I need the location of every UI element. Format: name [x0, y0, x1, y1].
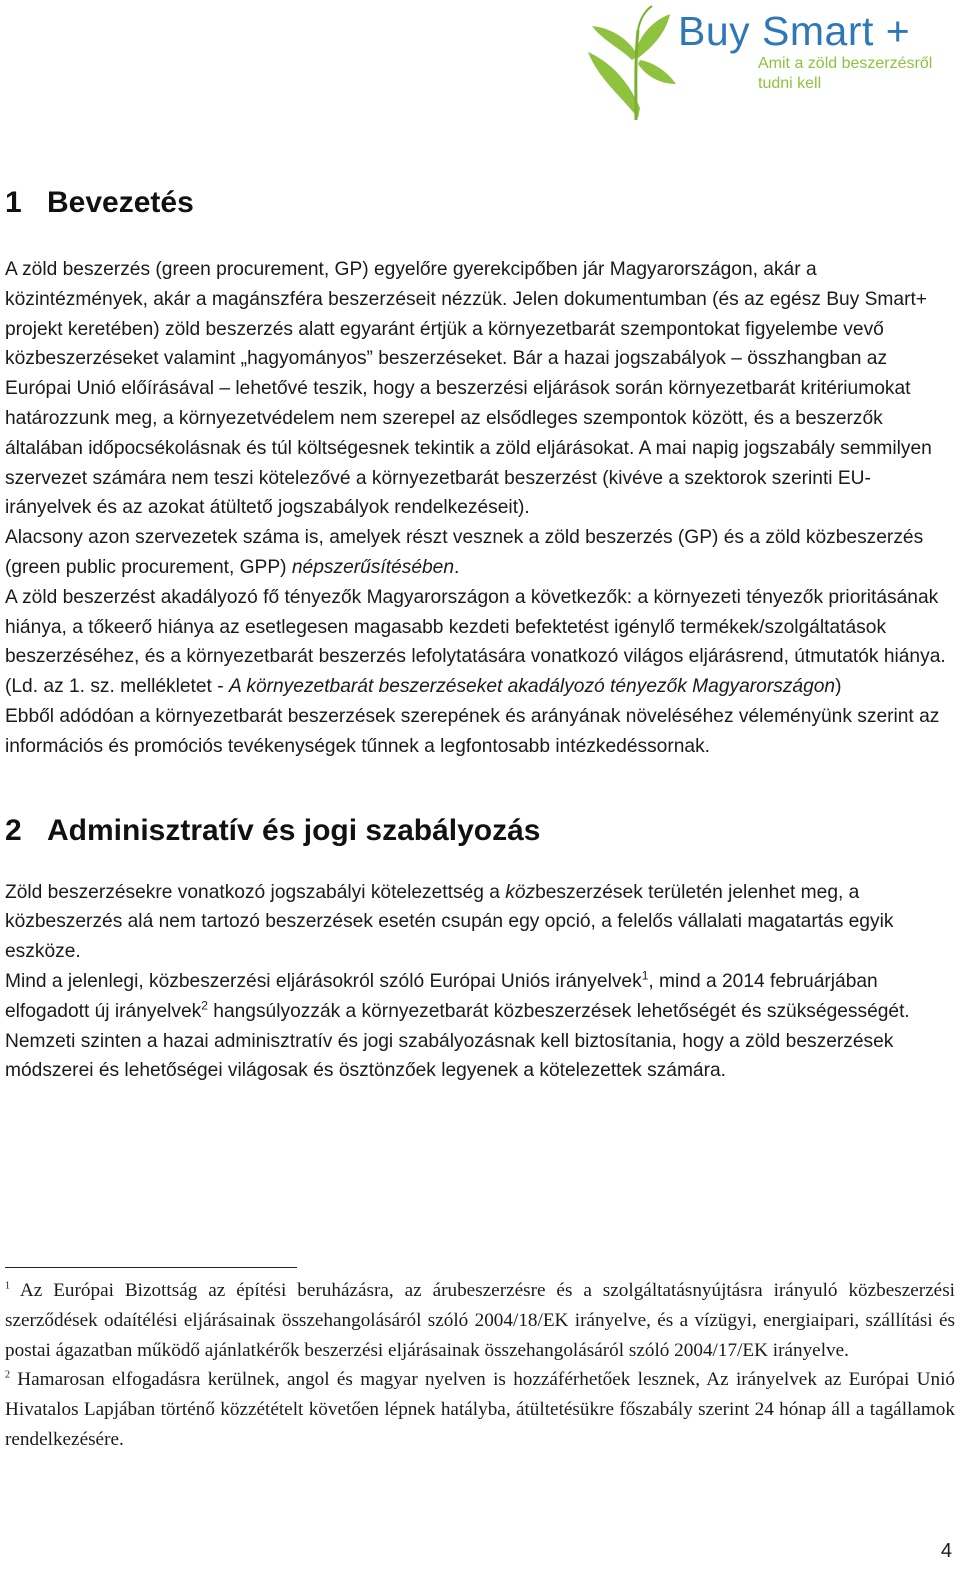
section-2-number: 2 — [5, 813, 22, 847]
buy-smart-logo — [580, 0, 960, 125]
section-1-number: 1 — [5, 186, 22, 219]
section-2-title: Adminisztratív és jogi szabályozás — [47, 813, 541, 847]
logo-tagline-line2: tudni kell — [758, 75, 822, 92]
section-1-paragraph-3: A zöld beszerzést akadályozó fő tényezők Magyarországon a következők: a környezeti tényezők prioritásának hiánya, a tőkeerő hiánya az esetlegesen magasabb kezdeti befektetést igénylő termékek/szolgáltatások beszerzéséhez, és a környezetbarát beszerzés lefolytatására vonatkozó világos eljárásrend, útmutatók hiánya. (Ld. az 1. sz. mellékletet - A környezetbarát beszerzéseket akadályozó tényezők Magyarországon) — [5, 586, 946, 698]
section-2-paragraph-2: Mind a jelenlegi, közbeszerzési eljárásokról szóló Európai Uniós irányelvek$^1$, mind a 2014 februárjában elfogadott új irányelvek$^2$ hangsúlyozzák a környezetbarát közbeszerzések lehetőségét és szükségességét. Nemzeti szinten a hazai adminisztratív és jogi szabályozásnak kell biztosítania, hogy a zöld beszerzések módszerei és lehetőségei világosak és ösztönzőek legyenek a kötelezettek számára. — [5, 968, 910, 1082]
section-1-title: Bevezetés — [47, 186, 194, 219]
section-2-paragraph-1: Zöld beszerzésekre vonatkozó jogszabályi kötelezettség a közbeszerzések területén jelenhet meg, a közbeszerzés alá nem tartozó beszerzések esetén csupán egy opció, a felelős vállalati magatartás egyik eszköze. — [5, 881, 894, 963]
section-1-paragraph-4: Ebből adódóan a környezetbarát beszerzések szerepének és arányának növeléséhez véleményünk szerint az információs és promóciós tevékenységek tűnnek a legfontosabb intézkedéssornak. — [5, 705, 940, 757]
section-1-heading — [5, 186, 957, 220]
emphasis: köz — [505, 881, 536, 903]
annex-title: A környezetbarát beszerzéseket akadályozó tényezők Magyarországon — [228, 676, 836, 698]
footnote-mark: 2 — [5, 1370, 10, 1381]
footnote-mark: 1 — [5, 1280, 10, 1292]
document-body — [5, 186, 957, 1086]
footnote-ref-2[interactable]: 2 — [201, 998, 208, 1013]
footnote-ref-1[interactable]: 1 — [641, 968, 649, 983]
logo-tagline — [758, 54, 958, 94]
logo-title: Buy Smart + — [678, 8, 911, 54]
emphasis: népszerűsítésében — [291, 556, 455, 578]
page-number: 4 — [940, 1540, 952, 1562]
logo-tagline-line1: Amit a zöld beszerzésről — [758, 55, 933, 72]
leaf-logo-icon — [580, 0, 680, 125]
footnote-separator — [5, 1267, 297, 1268]
footnote-2: $^2$ Hamarosan elfogadásra kerülnek, angol és magyar nyelven is hozzáférhetőek lesznek, Az irányelvek az Európai Unió Hivatalos Lapjában történő közzétételt követően lépnek hatályba, átültetésükre főszabály szerint 24 hónap áll a tagállamok rendelkezésére. — [5, 1369, 955, 1450]
footnotes — [5, 1276, 955, 1455]
footnote-1: $^1$ Az Európai Bizottság az építési beruházásra, az árubeszerzésre és a szolgáltatásnyújtásra irányuló közbeszerzési szerződések odaítélési eljárásainak összehangolásáról szóló 2004/18/EK irányelve, és a vízügyi, energiaipari, szállítási és postai ágazatban működő ajánlatkérők beszerzési eljárásainak összehangolásáról szóló 2004/17/EK irányelve. — [5, 1280, 955, 1361]
section-1-paragraph-2: Alacsony azon szervezetek száma is, amelyek részt vesznek a zöld beszerzés (GP) és a zöld közbeszerzés (green public procurement, GPP) népszerűsítésében. — [5, 527, 924, 578]
section-2-heading — [5, 814, 957, 848]
section-1-paragraph-1: A zöld beszerzés (green procurement, GP) egyelőre gyerekcipőben jár Magyarországon, akár a közintézmények, akár a magánszféra beszerzéseit nézzük. Jelen dokumentumban (és az egész Buy Smart+ projekt keretében) zöld beszerzés alatt egyaránt értjük a környezetbarát szempontokat figyelembe vevő közbeszerzéseket valamint „hagyományos” beszerzéseket. Bár a hazai jogszabályok – összhangban az Európai Unió előírásával – lehetővé teszik, hogy a beszerzési eljárások során környezetbarát kritériumokat határozzunk meg, a környezetvédelem nem szerepel az elsődleges szempontok között, és a beszerzők általában időpocsékolásnak és túl költségesnek tekintik a zöld eljárásokat. A mai napig jogszabály semmilyen szervezet számára nem teszi kötelezővé a környezetbarát beszerzést (kivéve a szektorok szerinti EU-irányelvek és az azokat átültető jogszabályok rendelkezéseit). — [5, 259, 932, 519]
